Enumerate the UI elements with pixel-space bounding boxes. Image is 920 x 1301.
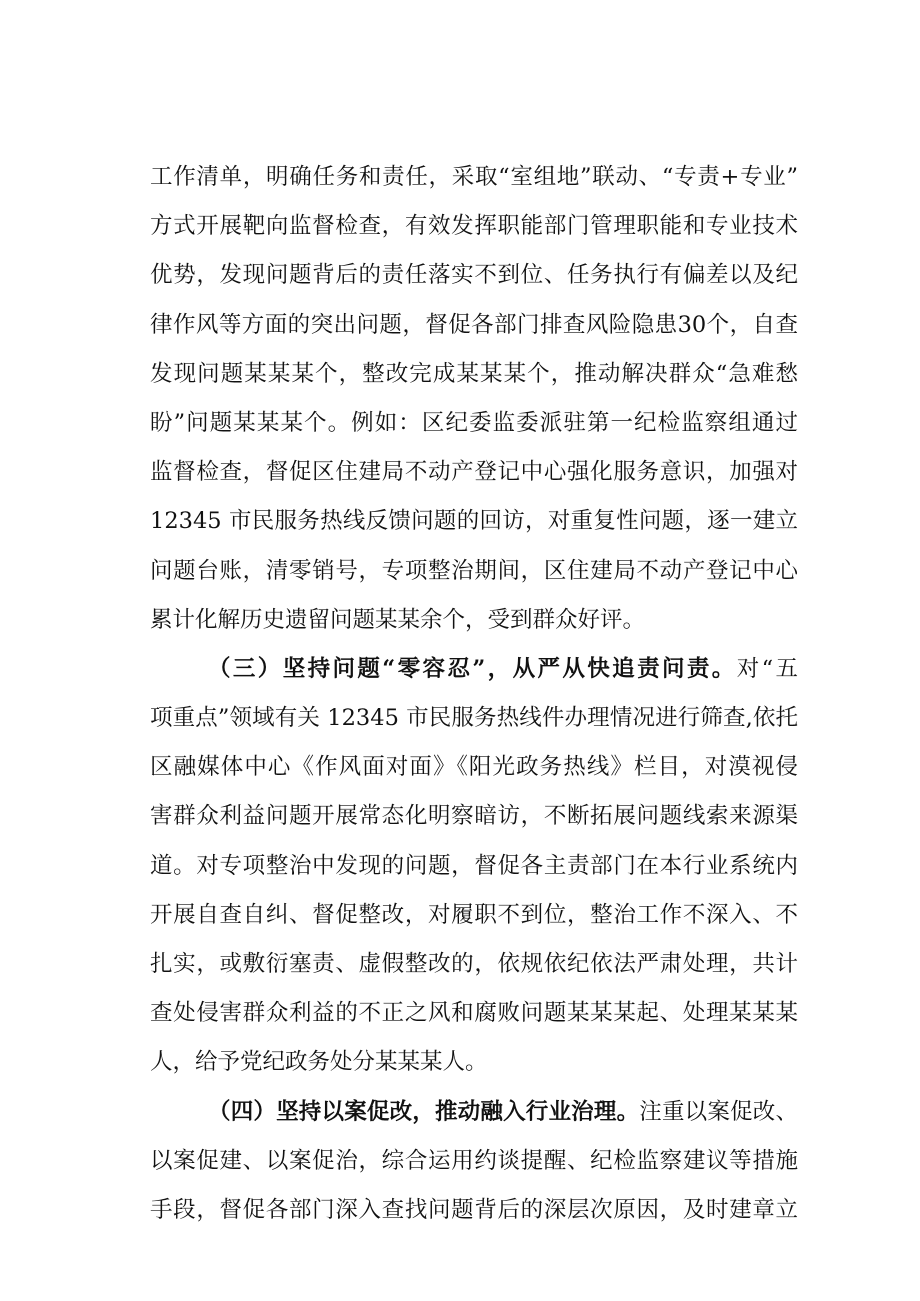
paragraph-line: 监督检查，督促区住建局不动产登记中心强化服务意识，加强对 xyxy=(150,459,798,486)
document-body xyxy=(150,153,798,1235)
paragraph-line: 开展自查自纠、督促整改，对履职不到位，整治工作不深入、不 xyxy=(150,901,798,928)
paragraph-line: 害群众利益问题开展常态化明察暗访，不断拓展问题线索来源渠 xyxy=(150,803,798,830)
paragraph-line: 道。对专项整治中发现的问题，督促各主责部门在本行业系统内 xyxy=(150,852,798,879)
paragraph-line: 工作清单，明确任务和责任，采取“室组地”联动、“专责+专业” xyxy=(150,164,798,190)
section-heading: （四）坚持以案促改，推动融入行业治理。 xyxy=(208,1098,640,1125)
paragraph-line: 12345 市民服务热线反馈问题的回访，对重复性问题，逐一建立 xyxy=(150,508,798,535)
paragraph-first-line xyxy=(150,645,798,694)
paragraph-first-line xyxy=(150,1088,798,1137)
paragraph-line: 优势，发现问题背后的责任落实不到位、任务执行有偏差以及纪 xyxy=(150,262,798,289)
paragraph-line: 手段，督促各部门深入查找问题背后的深层次原因，及时建章立 xyxy=(150,1196,798,1223)
paragraph-text: 对“五 xyxy=(736,655,798,682)
paragraph-line: 累计化解历史遗留问题某某余个，受到群众好评。 xyxy=(150,606,646,633)
paragraph-line: 律作风等方面的突出问题，督促各部门排查风险隐患30个，自查 xyxy=(150,311,798,338)
paragraph-line: 问题台账，清零销号，专项整治期间，区住建局不动产登记中心 xyxy=(150,557,798,584)
section-heading: （三）坚持问题“零容忍”，从严从快追责问责。 xyxy=(208,655,737,682)
paragraph-line: 扎实，或敷衍塞责、虚假整改的，依规依纪依法严肃处理，共计 xyxy=(150,951,798,977)
paragraph-line: 盼”问题某某某个。例如：区纪委监委派驻第一纪检监察组通过 xyxy=(150,409,798,436)
paragraph-line: 项重点”领域有关 12345 市民服务热线件办理情况进行筛查,依托 xyxy=(150,705,798,732)
paragraph-line: 发现问题某某某个，整改完成某某某个，推动解决群众“急难愁 xyxy=(150,360,798,387)
paragraph-line: 查处侵害群众利益的不正之风和腐败问题某某某起、处理某某某 xyxy=(150,1000,798,1027)
paragraph-text: 注重以案促改、 xyxy=(639,1098,798,1125)
paragraph-line: 以案促建、以案促治，综合运用约谈提醒、纪检监察建议等措施 xyxy=(150,1147,798,1174)
paragraph-line: 人，给予党纪政务处分某某某人。 xyxy=(150,1049,488,1076)
paragraph-line: 方式开展靶向监督检查，有效发挥职能部门管理职能和专业技术 xyxy=(150,213,798,240)
paragraph-line: 区融媒体中心《作风面对面》《阳光政务热线》栏目，对漠视侵 xyxy=(150,754,798,781)
